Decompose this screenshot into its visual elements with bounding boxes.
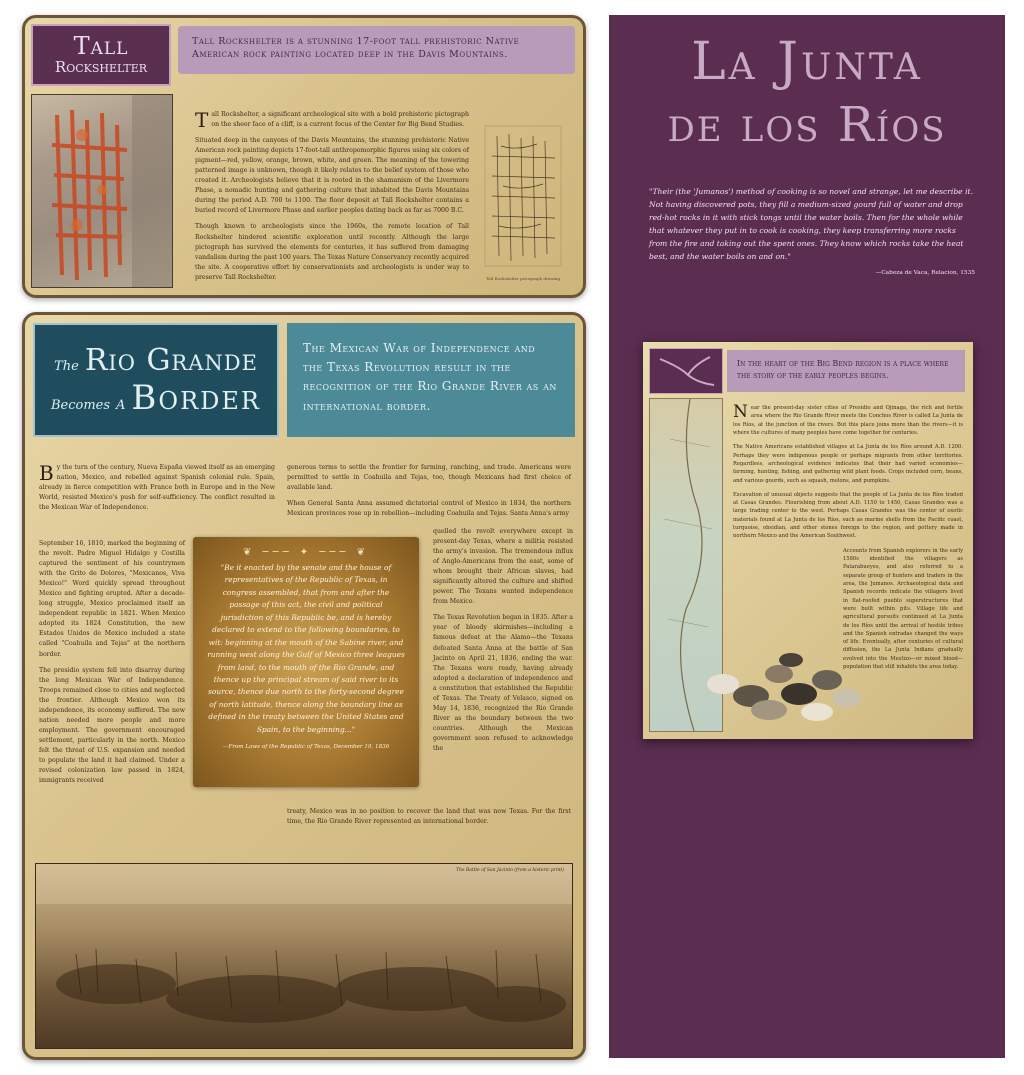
texas-boundary-quote [193, 537, 419, 787]
rio-grande-title-row-2 [51, 378, 261, 418]
rio-grande-col1-para-2: September 16, 1810, marked the beginning of the revolt. Padre Miguel Hidalgo y Costilla captured the sentiment of his countrymen with the Grito de Dolores, "Mexicanos, Viva Mexico!" Word quickly spread throughout Mexico and fighting erupted. After a decade-long struggle, Mexico proclaimed itself an independent republic in 1821. When Mexico adopted its 1824 Constitution, the new Estados Unidos de Mexico included a state called "Coahuila and Tejas" at the northern border. [39, 540, 185, 658]
tall-rockshelter-para-3: Though known to archeologists since the 1960s, the remote location of Tall Rockshelter hindered scientific exploration until recently. Although the large pictograph has survived the elements for centuries, it has suffered from damaging vandalism during the past 100 years. The Texas Nature Conservancy recently acquired the site. A cooperative effort by conservationists and archeologists is under way to preserve Tall Rockshelter. [195, 223, 469, 281]
la-junta-inner-body [733, 404, 963, 677]
rio-grande-banner-text: The Mexican War of Independence and the Texas Revolution result in the recognition of the Rio Grande River as an international border. [303, 341, 557, 413]
rio-grande-title-the: The [54, 358, 79, 374]
tall-rockshelter-body [195, 110, 469, 290]
la-junta-inner-banner-text: In the heart of the Big Bend region is a place where the story of the early peoples begins. [737, 359, 949, 380]
cabeza-de-vaca-quote-text: "Their (the 'Jumanos') method of cooking is so novel and strange, let me describe it. Not having discovered pots, they fill a medium-sized gourd full of water and drop red-hot rocks in it with stick tongs until the water boils. Then for the whole while that whatever they put in to cook is cooking, they keep transferring more rocks from the fire and taking out the spent ones. They know which rocks take the heat best, and the water boils on and on." [649, 187, 973, 262]
rio-grande-title-becomes: Becomes [50, 397, 111, 413]
cooking-rocks-svg [699, 644, 869, 726]
la-junta-inner-para-1: Near the present-day sister cities of Presidio and Ojinaga, the rich and fertile area where the Rio Grande River meets the Conchos River is called La Junta de los Ríos, at the junction of the rivers. But this place joins more than the rivers—it is where the cultures of many peoples have come together for centuries. [733, 402, 963, 436]
la-junta-inner-para-2: The Native Americans established villages at La Junta de los Ríos around A.D. 1200. Perhaps they were indigenous people or perhaps migrants from other territories. Regardless, archeological evidence indicates that their had varied economies—farming, hunting, fishing, and gathering wild plant foods. Crops included corn, beans, and various gourds, such as squash, melons, and pumpkins. [733, 444, 963, 484]
tall-rockshelter-banner-text: Tall Rockshelter is a stunning 17-foot tall prehistoric Native American rock painting located deep in the Davis Mountains. [192, 36, 520, 60]
tall-rockshelter-title-line1: Tall [73, 32, 129, 60]
quote-ornament-top: ❦ ─── ✦ ─── ❦ [243, 547, 369, 558]
tall-rockshelter-title-box [31, 24, 171, 86]
cabeza-de-vaca-quote [649, 185, 975, 279]
la-junta-title [609, 29, 1005, 155]
tall-rockshelter-banner [178, 26, 575, 74]
la-junta-inner-banner [727, 350, 965, 392]
rio-grande-col1-intro [39, 463, 275, 519]
la-junta-inner-para-4: Accounts from Spanish explorers in the early 1580s identified the villagers as Patarabueyes, and also referred to a separate group of hunters and traders in the area, the Jumanos. Archaeological data and Spanish records indicate the villagers lived in flat-roofed pueblo superstructures that were built within pits. Village life and agricultural pursuits continued at La Junta de los Ríos until the arrival of hostile tribes and the Spanish entradas changed the ways of life. Eventually, after centuries of cultural diffusion, the La Junta Indians gradually evolved into the Mestizo—or mixed blood—population that still inhabits the area today. [843, 547, 963, 671]
tall-rockshelter-panel [22, 15, 586, 298]
river-junction-icon [650, 349, 722, 393]
rio-grande-col2-para-1: generous terms to settle the frontier for farming, ranching, and trade. Americans were permitted to settle in Coahuila and Tejas, too, though Mexicans had first choice of available land. [287, 464, 571, 492]
pictograph-sketch [477, 116, 569, 281]
cabeza-de-vaca-attribution: —Cabeza de Vaca, Relacion, 1535 [875, 270, 975, 277]
pictograph-sketch-image [477, 116, 569, 278]
la-junta-title-line2: de los Ríos [667, 97, 947, 153]
rio-grande-title-rio-grande: Rio Grande [84, 342, 258, 378]
la-junta-dropcap: N [733, 402, 748, 422]
la-junta-inner-para-3: Excavation of unusual objects suggests that the people of La Junta de los Ríos traded at Casas Grandes. Flourishing from about A.D. 1150 to 1450, Casas Grandes was a large trading center to the west. Perhaps Casas Grandes was the center of exotic materials found at La Junta de los Ríos, such as marine shells from the Pacific coast, turquoise, obsidian, and other stones foreign to the region, and pottery made in northern Mexico and the American Southwest. [733, 491, 963, 540]
rio-grande-col2-top [287, 463, 571, 525]
tall-rockshelter-title-line2: Rockshelter [54, 58, 148, 76]
rio-grande-title-row-1 [54, 343, 258, 378]
rio-grande-col2-para-4: The Texas Revolution began in 1835. After a year of bloody skirmishes—including a famous defeat at the Alamo—the Texans defeated Santa Anna at the battle of San Jacinto on April 21, 1836, ending the war. The Texans were ready, having already adopted a declaration of independence and a constitution that established the Republic of Texas. The Treaty of Velasco, signed on May 14, 1836, recognized the Rio Grande River as the boundary between the two countries. Although the Mexican government soon refused to acknowledge the [433, 614, 573, 752]
battle-engraving [35, 863, 573, 1049]
tall-rockshelter-dropcap: T [195, 108, 209, 132]
rio-grande-col2-para-5: treaty, Mexico was in no position to recover the land that was now Texas. For the first time, the Rio Grande River represented an international border. [287, 808, 571, 826]
la-junta-panel [609, 15, 1005, 1058]
rio-grande-banner [287, 323, 575, 437]
rio-grande-col2-bottom [287, 807, 571, 833]
tall-rockshelter-para-2: Situated deep in the canyons of the Davis Mountains, the stunning prehistoric Native American rock painting depicts 17-foot-tall anthropomorphic figures using six colors of pigment—red, yellow, orange, brown, white, and green. The meaning of the towering patterned image is unknown, though it likely relates to the belief system of those who created it. Archeologists believe that it is rooted in the shamanism of the Livermore Phase, a nomadic hunting and gathering culture that inhabited the Davis Mountains during the period A.D. 700 to 1100. The floor deposit at Tall Rockshelter contains a buried record of Livermore Phase and earlier peoples dating back as far as 7000 B.C. [195, 137, 469, 215]
la-junta-title-line1: La Junta [691, 32, 923, 92]
rio-grande-dropcap: B [39, 461, 54, 485]
pictograph-sketch-caption: Tall Rockshelter pictograph drawing [485, 276, 561, 281]
rio-grande-col2-para-2: When General Santa Anna assumed dictatorial control of Mexico in 1834, the northern Mexican provinces rose up in rebellion—including Coahuila and Tejas. Santa Anna's army [287, 500, 571, 518]
battle-engraving-image [36, 864, 572, 1048]
rio-grande-col2-para-3: quelled the revolt everywhere except in present-day Texas, where a militia resisted the army's invasion. The tremendous influx of Anglo-Americans from the east, some of whom brought their African slaves, had significantly altered the culture and shifted power. The Texans wanted independence from Mexico. [433, 528, 573, 606]
texas-boundary-quote-text: "Be it enacted by the senate and the house of representatives of the Republic of Texas, in congress assembled, that from and after the passage of this act, the civil and political jurisdiction of this Republic be, and is hereby declared to extend to the following boundaries, to wit: beginning at the mouth of the Sabine river, and running west along the Gulf of Mexico three leagues from land, to the mouth of the Rio Grande, and thence up the principal stream of said river to its source, thence due north to the forty-second degree of north latitude, thence along the boundary line as defined in the treaty between the United States and Spain, to the beginning..." [207, 563, 405, 734]
rio-grande-col1-para-3: The presidio system fell into disarray during the long Mexican War of Independence. Troops remained close to cities and neglected the frontier. Although Mexico won its independence, its economy suffered. The new nation needed more people and more employment. The government encouraged settlement, particularly in the north. Mexico felt the threat of U.S. expansion and needed to populate the land it had claimed. Under a revised colonization law passed in 1824, immigrants received [39, 666, 185, 785]
pictograph-figure-image [32, 95, 172, 287]
rio-grande-panel [22, 312, 586, 1060]
rio-grande-intro-para: By the turn of the century, Nueva España viewed itself as an emerging nation, Mexico, and rebelled against Spanish colonial rule. Spain, already in fierce competition with France both in Europe and in the New World, resisted Mexico's push for self-sufficiency. The conflict resulted in the Mexican War of Independence. [39, 461, 275, 512]
battle-engraving-caption: The Battle of San Jacinto (from a historic print) [455, 868, 564, 873]
rio-grande-title-box [33, 323, 279, 437]
texas-boundary-quote-attribution: —From Laws of the Republic of Texas, December 19, 1836 [222, 744, 390, 751]
tall-rockshelter-para-1: Tall Rockshelter, a significant archeological site with a bold prehistoric pictograph on the sheer face of a cliff, is a current focus of the Center for Big Bend Studies. [195, 108, 469, 132]
rio-grande-title-a: A [116, 397, 126, 413]
la-junta-inner-icon-box [649, 348, 723, 394]
rio-grande-col1-narrow [39, 539, 185, 792]
la-junta-inner-panel [643, 342, 973, 739]
pictograph-photo [31, 94, 173, 288]
rio-grande-col2-narrow [433, 527, 573, 760]
rio-grande-title-border: Border [131, 377, 261, 418]
cooking-rocks-image [699, 644, 869, 726]
